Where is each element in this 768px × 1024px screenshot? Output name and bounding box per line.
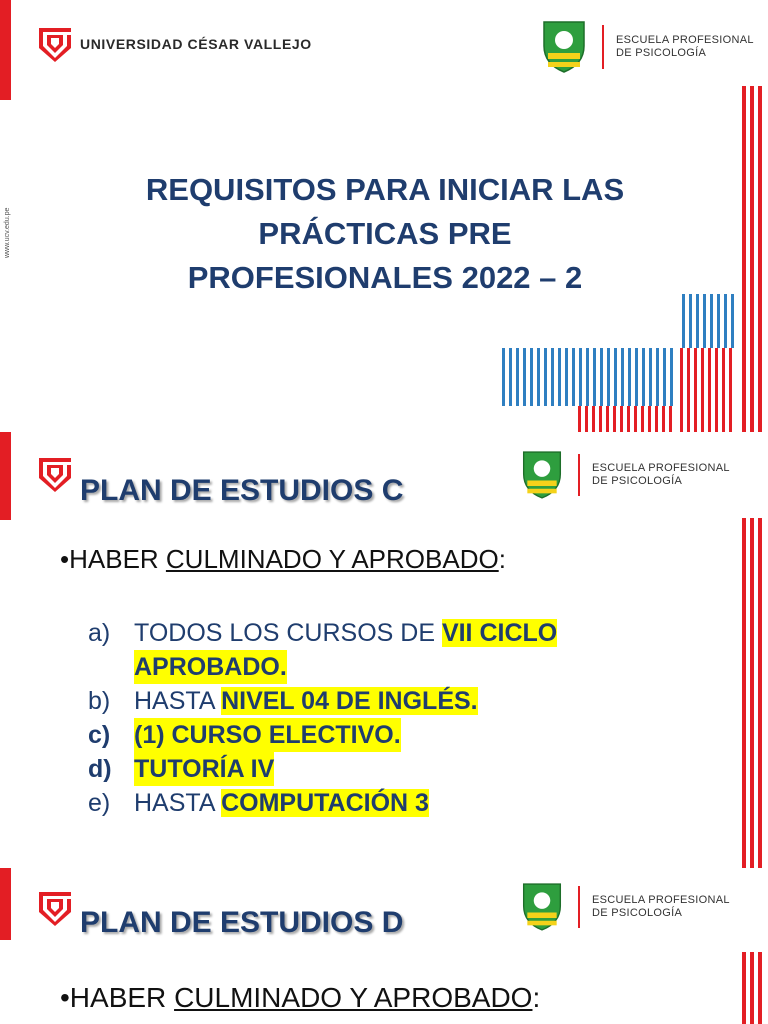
- left-red-bar: [0, 0, 11, 100]
- page-title: REQUISITOS PARA INICIAR LAS PRÁCTICAS PRE PROFESIONALES 2022 – 2: [145, 172, 625, 295]
- slide-plan-c: [0, 432, 768, 868]
- left-red-bar: [0, 868, 11, 940]
- logo-separator: [578, 454, 580, 496]
- section-heading: PLAN DE ESTUDIOS D: [80, 906, 404, 939]
- decorative-stripes: [498, 86, 768, 432]
- requirements-list: [88, 616, 557, 820]
- list-item: c) (1) CURSO ELECTIVO.: [88, 718, 557, 752]
- ucv-shield-icon: [38, 456, 72, 492]
- ucv-shield-icon: [38, 26, 72, 62]
- school-name: ESCUELA PROFESIONAL DE PSICOLOGÍA: [616, 34, 754, 59]
- school-name: ESCUELA PROFESIONAL DE PSICOLOGÍA: [592, 462, 730, 487]
- list-item: a) TODOS LOS CURSOS DE VII CICLO: [88, 619, 558, 647]
- list-item: b) HASTA NIVEL 04 DE INGLÉS.: [88, 687, 478, 715]
- section-heading: PLAN DE ESTUDIOS C: [80, 474, 404, 507]
- list-item: d) TUTORÍA IV: [88, 752, 557, 786]
- logo-separator: [578, 886, 580, 928]
- list-item: e) HASTA COMPUTACIÓN 3: [88, 789, 429, 817]
- psychology-badge-icon: [520, 450, 564, 500]
- school-logo: [520, 882, 730, 932]
- decorative-stripes: [740, 518, 768, 868]
- website-url: www.ucv.edu.pe: [4, 207, 11, 258]
- decorative-stripes: [740, 952, 768, 1024]
- school-name: ESCUELA PROFESIONAL DE PSICOLOGÍA: [592, 894, 730, 919]
- ucv-logo: [38, 26, 312, 62]
- school-logo: [520, 450, 730, 500]
- psychology-badge-icon: [520, 882, 564, 932]
- psychology-badge-icon: [540, 20, 588, 74]
- school-logo: [540, 20, 754, 74]
- ucv-shield-icon: [38, 890, 72, 926]
- list-item-continuation: APROBADO.: [88, 650, 557, 684]
- left-red-bar: [0, 432, 11, 520]
- ucv-name: UNIVERSIDAD CÉSAR VALLEJO: [80, 36, 312, 52]
- slide-title: [0, 0, 768, 432]
- requirement-bullet: •HABER CULMINADO Y APROBADO:: [60, 544, 506, 574]
- logo-separator: [602, 25, 604, 69]
- requirement-bullet: •HABER CULMINADO Y APROBADO:: [60, 982, 541, 1013]
- slide-plan-d: [0, 868, 768, 1024]
